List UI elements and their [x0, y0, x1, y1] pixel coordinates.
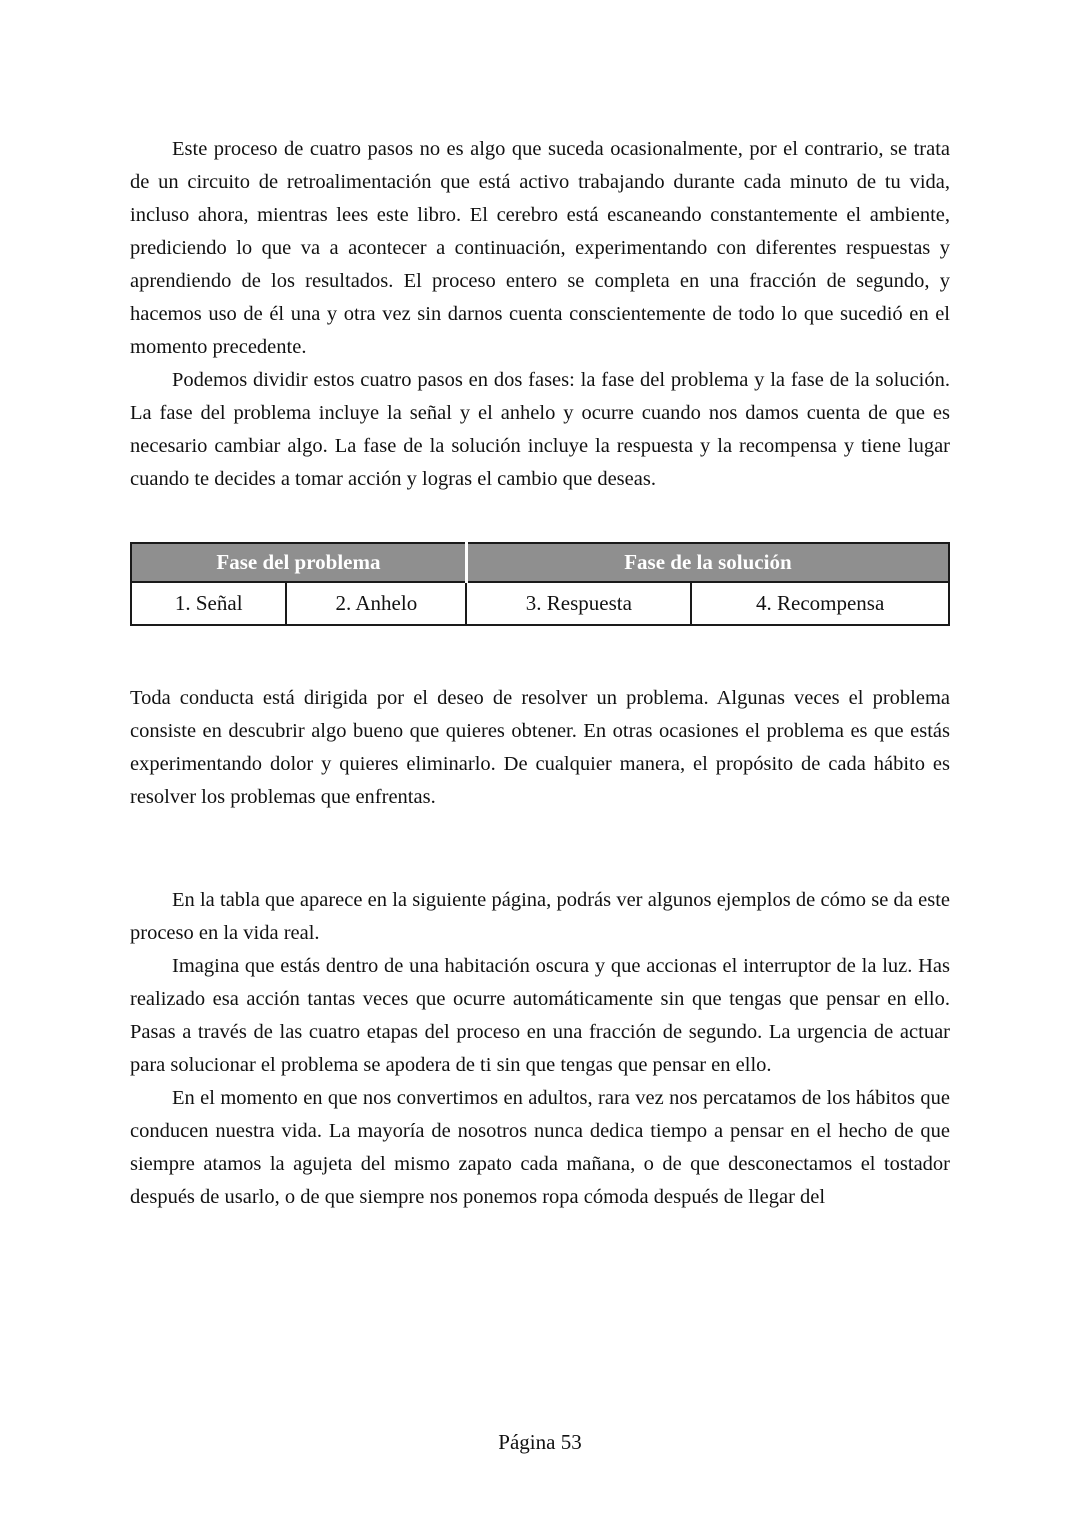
table-cell-craving: 2. Anhelo [286, 582, 466, 625]
table-cell-signal: 1. Señal [131, 582, 286, 625]
paragraph-dark-room-example: Imagina que estás dentro de una habitación oscura y que accionas el interruptor de la luz. Has realizado esa acción tantas veces que ocurre automáticamente sin que tengas que pensar en ello. Pasas a través de las cuatro etapas del proceso en una fracción de segundo. La urgencia de actuar para solucionar el problema se apodera de ti sin que tengas que pensar en ello. [130, 955, 950, 1076]
paragraph-four-step-process: Este proceso de cuatro pasos no es algo que suceda ocasionalmente, por el contrario, se trata de un circuito de retroalimentación que está activo trabajando durante cada minuto de tu vida, incluso ahora, mientras lees este libro. El cerebro está escaneando constantemente el ambiente, prediciendo lo que va a acontecer a continuación, experimentando con diferentes respuestas y aprendiendo de los resultados. El proceso entero se completa en una fracción de segundo, y hacemos uso de él una y otra vez sin darnos cuenta conscientemente de todo lo que sucedió en el momento precedente. [130, 138, 950, 358]
table-data-row [131, 582, 949, 625]
table-header-row [131, 543, 949, 582]
paragraph-behavior-problem-solving: Toda conducta está dirigida por el deseo de resolver un problema. Algunas veces el problema consiste en descubrir algo bueno que quieres obtener. En otras ocasiones el problema es que estás experimentando dolor y quieres eliminarlo. De cualquier manera, el propósito de cada hábito es resolver los problemas que enfrentas. [130, 687, 950, 808]
paragraph-two-phases: Podemos dividir estos cuatro pasos en dos fases: la fase del problema y la fase de la solución. La fase del problema incluye la señal y el anhelo y ocurre cuando nos damos cuenta de que es necesario cambiar algo. La fase de la solución incluye la respuesta y la recompensa y tiene lugar cuando te decides a tomar acción y logras el cambio que deseas. [130, 369, 950, 490]
page-number: Página 53 [498, 1430, 582, 1454]
paragraph-adult-habits: En el momento en que nos convertimos en adultos, rara vez nos percatamos de los hábitos que conducen nuestra vida. La mayoría de nosotros nunca dedica tiempo a pensar en el hecho de que siempre atamos la agujeta del mismo zapato cada mañana, o de que desconectamos el tostador después de usarlo, o de que siempre nos ponemos ropa cómoda después de llegar del [130, 1087, 950, 1208]
paragraph-next-page-table: En la tabla que aparece en la siguiente página, podrás ver algunos ejemplos de cómo se da este proceso en la vida real. [130, 889, 950, 944]
table-header-problem-phase: Fase del problema [131, 543, 466, 582]
table-cell-reward: 4. Recompensa [691, 582, 949, 625]
habit-phases-table-wrapper [130, 542, 950, 626]
table-cell-response: 3. Respuesta [466, 582, 691, 625]
habit-phases-table [130, 542, 950, 626]
table-header-solution-phase: Fase de la solución [466, 543, 949, 582]
